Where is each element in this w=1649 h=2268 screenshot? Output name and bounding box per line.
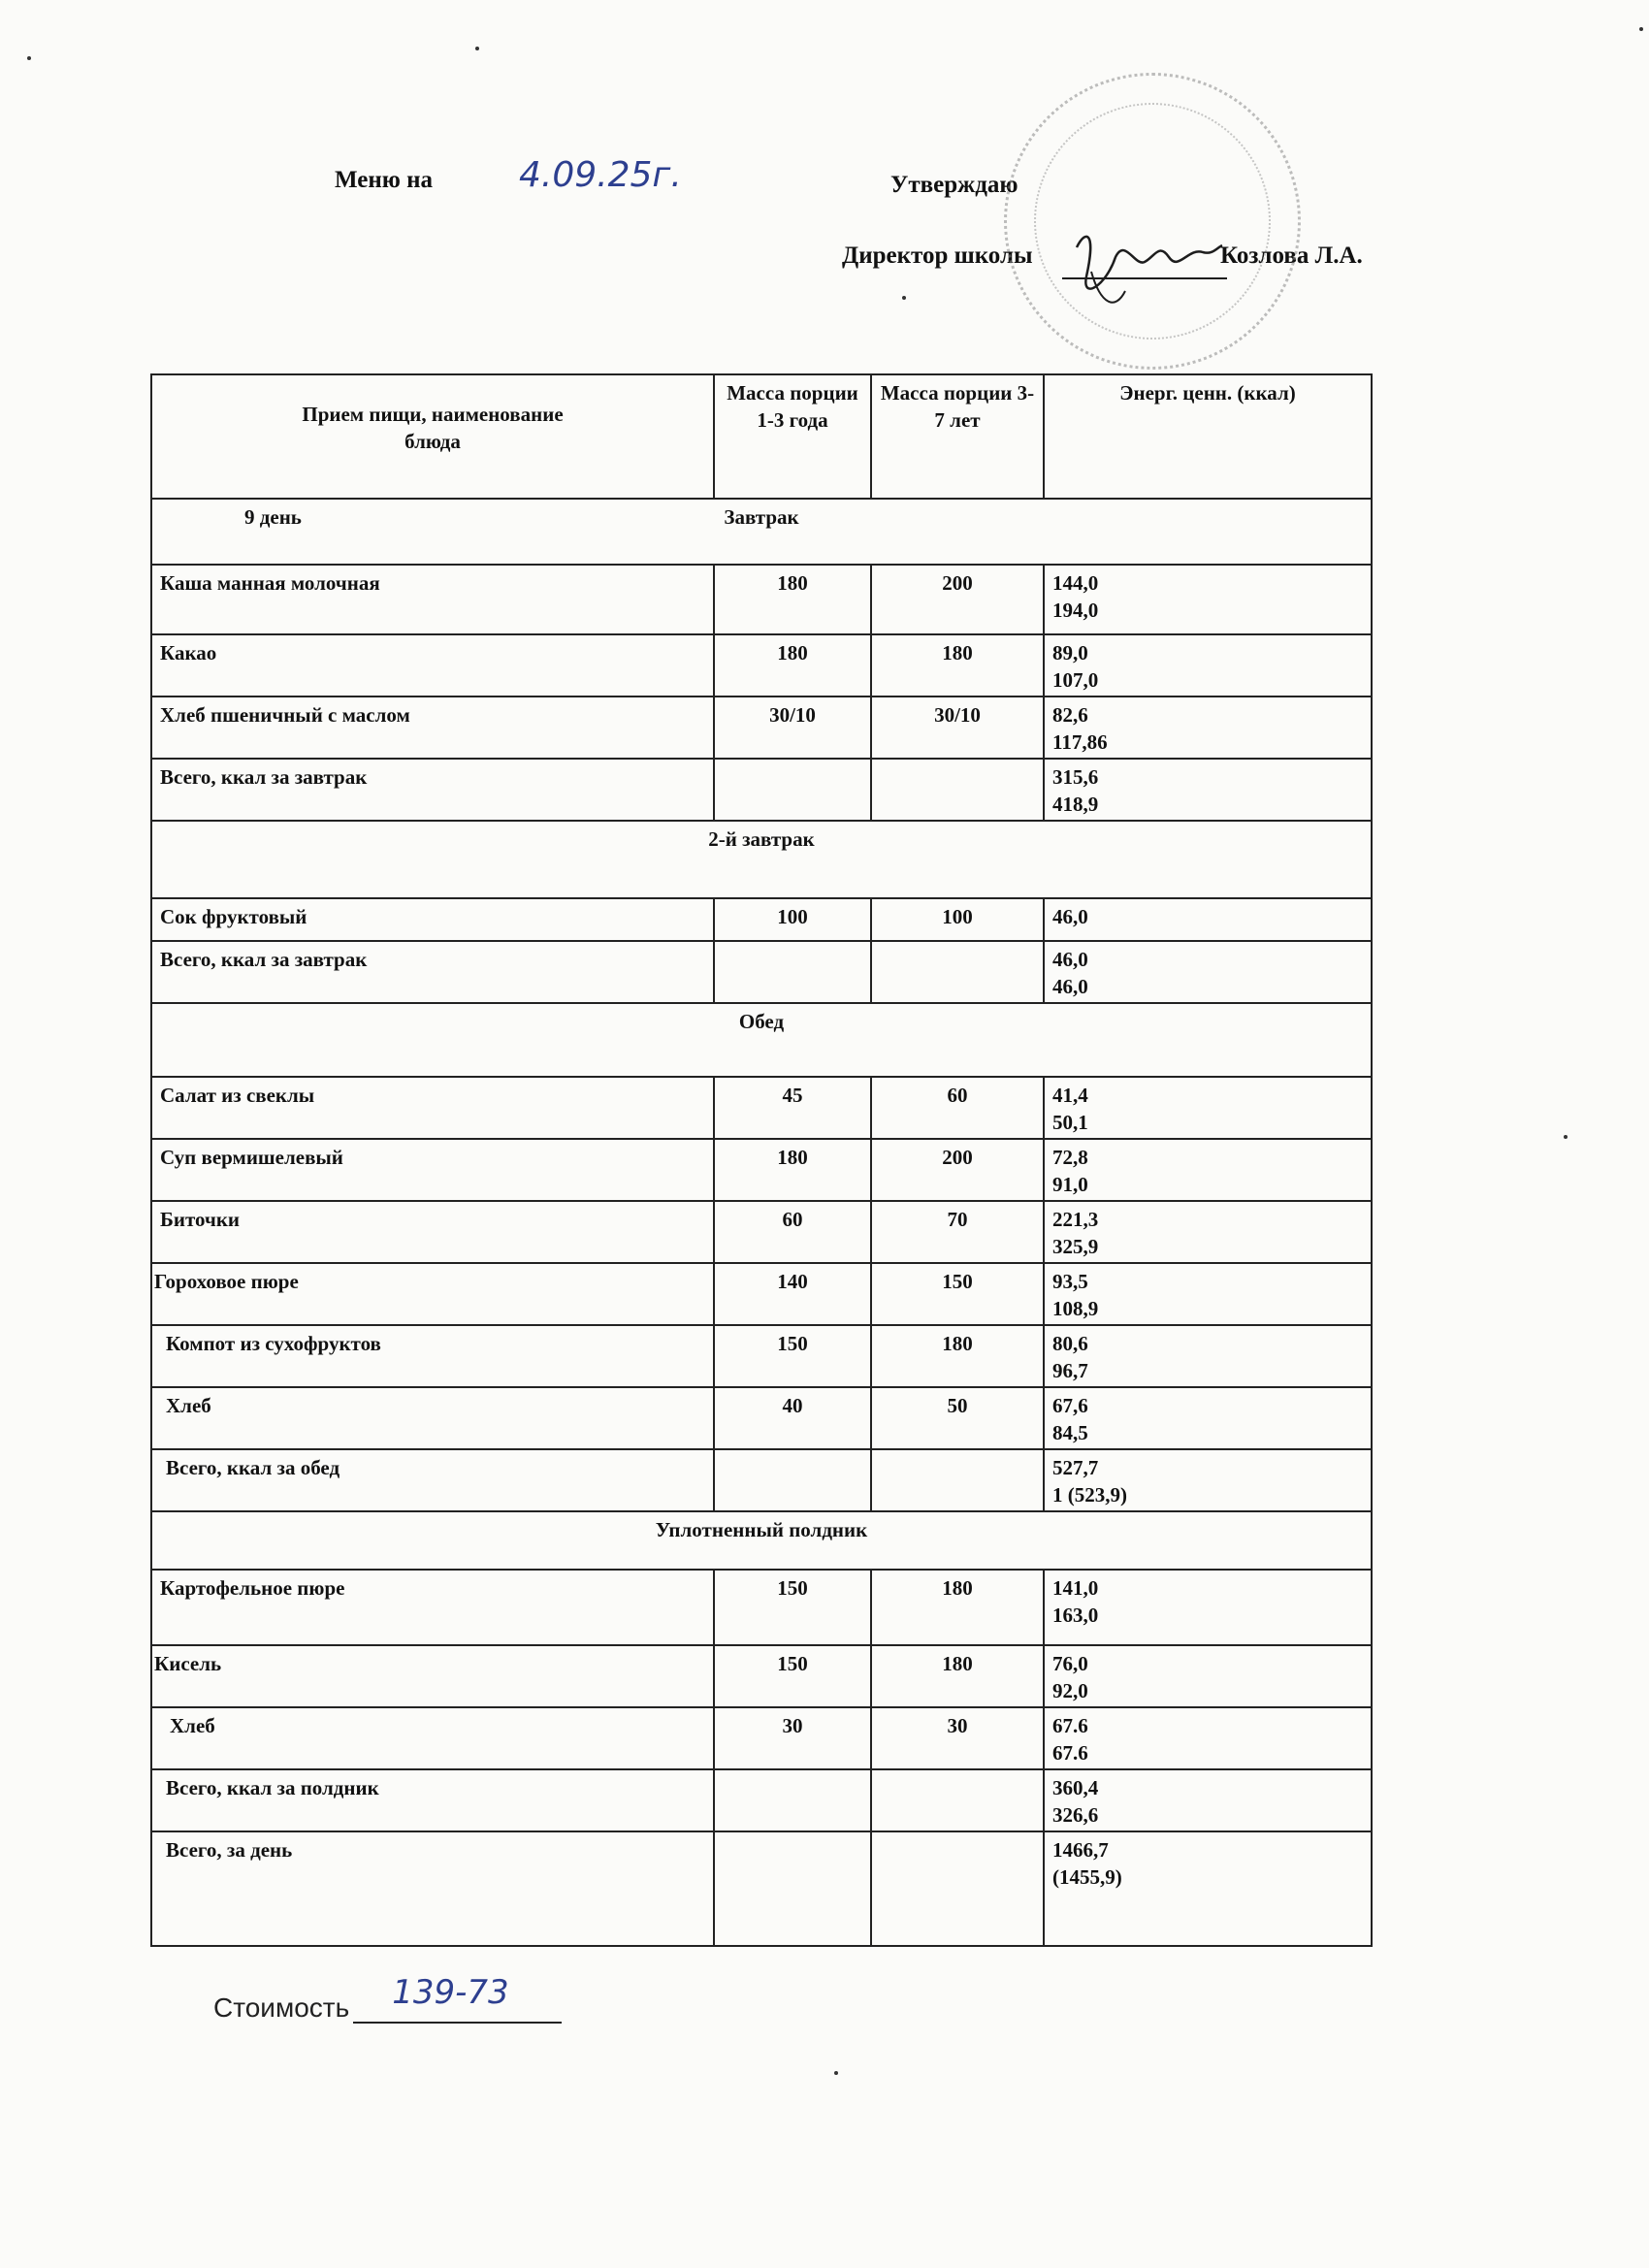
mass-1-3: 180 — [714, 634, 871, 697]
table-row — [151, 1387, 1372, 1449]
section-title: Уплотненный полдник — [151, 1511, 1372, 1570]
table-row-subtotal — [151, 941, 1372, 1003]
mass-3-7: 100 — [871, 898, 1044, 941]
scan-speck — [834, 2071, 838, 2075]
table-row-subtotal — [151, 1769, 1372, 1831]
energy-value: 89,0 107,0 — [1044, 634, 1372, 697]
dish-name: Компот из сухофруктов — [151, 1325, 714, 1387]
dish-name: Каша манная молочная — [151, 565, 714, 634]
mass-1-3 — [714, 759, 871, 821]
mass-3-7 — [871, 759, 1044, 821]
dish-name: Суп вермишелевый — [151, 1139, 714, 1201]
scan-speck — [1564, 1135, 1568, 1139]
dish-name: Всего, за день — [151, 1831, 714, 1946]
mass-3-7: 150 — [871, 1263, 1044, 1325]
energy-value: 315,6 418,9 — [1044, 759, 1372, 821]
column-header-mass-3-7: Масса порции 3-7 лет — [871, 374, 1044, 499]
table-row — [151, 1645, 1372, 1707]
table-row — [151, 898, 1372, 941]
mass-3-7: 70 — [871, 1201, 1044, 1263]
table-row — [151, 1325, 1372, 1387]
energy-value: 76,0 92,0 — [1044, 1645, 1372, 1707]
section-title: Завтрак — [724, 505, 799, 529]
mass-1-3 — [714, 1831, 871, 1946]
dish-name: Картофельное пюре — [151, 1570, 714, 1645]
mass-3-7 — [871, 941, 1044, 1003]
section-row-breakfast — [151, 499, 1372, 565]
scan-speck — [902, 296, 906, 300]
section-row-lunch — [151, 1003, 1372, 1077]
mass-3-7: 180 — [871, 1645, 1044, 1707]
mass-3-7: 50 — [871, 1387, 1044, 1449]
mass-3-7: 180 — [871, 1325, 1044, 1387]
energy-value: 141,0 163,0 — [1044, 1570, 1372, 1645]
mass-3-7 — [871, 1449, 1044, 1511]
mass-3-7 — [871, 1831, 1044, 1946]
cost-line — [353, 1973, 562, 2024]
cost-value: 139-73 — [392, 1973, 509, 2012]
table-row — [151, 1139, 1372, 1201]
table-row-subtotal — [151, 759, 1372, 821]
energy-value: 46,0 46,0 — [1044, 941, 1372, 1003]
dish-name: Всего, ккал за завтрак — [151, 759, 714, 821]
scan-speck — [1639, 27, 1643, 31]
cost-block — [213, 1973, 562, 2024]
approve-label: Утверждаю — [890, 172, 1018, 198]
energy-value: 144,0 194,0 — [1044, 565, 1372, 634]
mass-1-3 — [714, 941, 871, 1003]
mass-1-3: 30/10 — [714, 697, 871, 759]
mass-1-3: 30 — [714, 1707, 871, 1769]
table-row — [151, 1707, 1372, 1769]
mass-1-3: 45 — [714, 1077, 871, 1139]
dish-name: Кисель — [151, 1645, 714, 1707]
mass-1-3 — [714, 1769, 871, 1831]
section-row-second-breakfast — [151, 821, 1372, 898]
column-header-energy: Энерг. ценн. (ккал) — [1044, 374, 1372, 499]
energy-value: 93,5 108,9 — [1044, 1263, 1372, 1325]
menu-date: 4.09.25г. — [519, 155, 682, 195]
section-title: 2-й завтрак — [151, 821, 1372, 898]
mass-1-3: 150 — [714, 1570, 871, 1645]
column-header-dish: Прием пищи, наименование блюда — [151, 374, 714, 499]
section-row-afternoon-snack — [151, 1511, 1372, 1570]
scan-speck — [27, 56, 31, 60]
table-row-day-total — [151, 1831, 1372, 1946]
mass-1-3: 150 — [714, 1645, 871, 1707]
mass-1-3: 180 — [714, 565, 871, 634]
energy-value: 82,6 117,86 — [1044, 697, 1372, 759]
director-signature — [1057, 218, 1232, 325]
day-label: 9 день — [244, 505, 302, 529]
mass-3-7: 30/10 — [871, 697, 1044, 759]
table-header-row — [151, 374, 1372, 499]
mass-3-7: 60 — [871, 1077, 1044, 1139]
energy-value: 46,0 — [1044, 898, 1372, 941]
dish-name: Хлеб — [151, 1707, 714, 1769]
mass-1-3: 180 — [714, 1139, 871, 1201]
dish-name: Салат из свеклы — [151, 1077, 714, 1139]
dish-name: Биточки — [151, 1201, 714, 1263]
table-row-subtotal — [151, 1449, 1372, 1511]
dish-name: Хлеб — [151, 1387, 714, 1449]
cost-label: Стоимость — [213, 1993, 350, 2023]
mass-1-3: 60 — [714, 1201, 871, 1263]
director-name: Козлова Л.А. — [1220, 243, 1363, 269]
energy-value: 360,4 326,6 — [1044, 1769, 1372, 1831]
director-label: Директор школы — [842, 243, 1033, 269]
energy-value: 1466,7 (1455,9) — [1044, 1831, 1372, 1946]
table-row — [151, 634, 1372, 697]
table-row — [151, 1077, 1372, 1139]
dish-name: Гороховое пюре — [151, 1263, 714, 1325]
mass-1-3: 40 — [714, 1387, 871, 1449]
energy-value: 80,6 96,7 — [1044, 1325, 1372, 1387]
table-row — [151, 1263, 1372, 1325]
menu-table — [150, 373, 1373, 1947]
table-row — [151, 1570, 1372, 1645]
energy-value: 67,6 84,5 — [1044, 1387, 1372, 1449]
menu-label: Меню на — [335, 167, 434, 193]
energy-value: 67.6 67.6 — [1044, 1707, 1372, 1769]
energy-value: 41,4 50,1 — [1044, 1077, 1372, 1139]
section-title: Обед — [151, 1003, 1372, 1077]
scan-speck — [475, 47, 479, 50]
mass-1-3: 100 — [714, 898, 871, 941]
table-row — [151, 1201, 1372, 1263]
dish-name: Сок фруктовый — [151, 898, 714, 941]
dish-name: Хлеб пшеничный с маслом — [151, 697, 714, 759]
dish-name: Всего, ккал за полдник — [151, 1769, 714, 1831]
mass-3-7: 180 — [871, 1570, 1044, 1645]
mass-3-7 — [871, 1769, 1044, 1831]
column-header-mass-1-3: Масса порции 1-3 года — [714, 374, 871, 499]
mass-3-7: 30 — [871, 1707, 1044, 1769]
energy-value: 221,3 325,9 — [1044, 1201, 1372, 1263]
mass-1-3: 150 — [714, 1325, 871, 1387]
energy-value: 527,7 1 (523,9) — [1044, 1449, 1372, 1511]
dish-name: Всего, ккал за обед — [151, 1449, 714, 1511]
table-row — [151, 697, 1372, 759]
mass-3-7: 200 — [871, 1139, 1044, 1201]
mass-1-3: 140 — [714, 1263, 871, 1325]
energy-value: 72,8 91,0 — [1044, 1139, 1372, 1201]
table-row — [151, 565, 1372, 634]
dish-name: Всего, ккал за завтрак — [151, 941, 714, 1003]
dish-name: Какао — [151, 634, 714, 697]
mass-3-7: 200 — [871, 565, 1044, 634]
mass-1-3 — [714, 1449, 871, 1511]
mass-3-7: 180 — [871, 634, 1044, 697]
